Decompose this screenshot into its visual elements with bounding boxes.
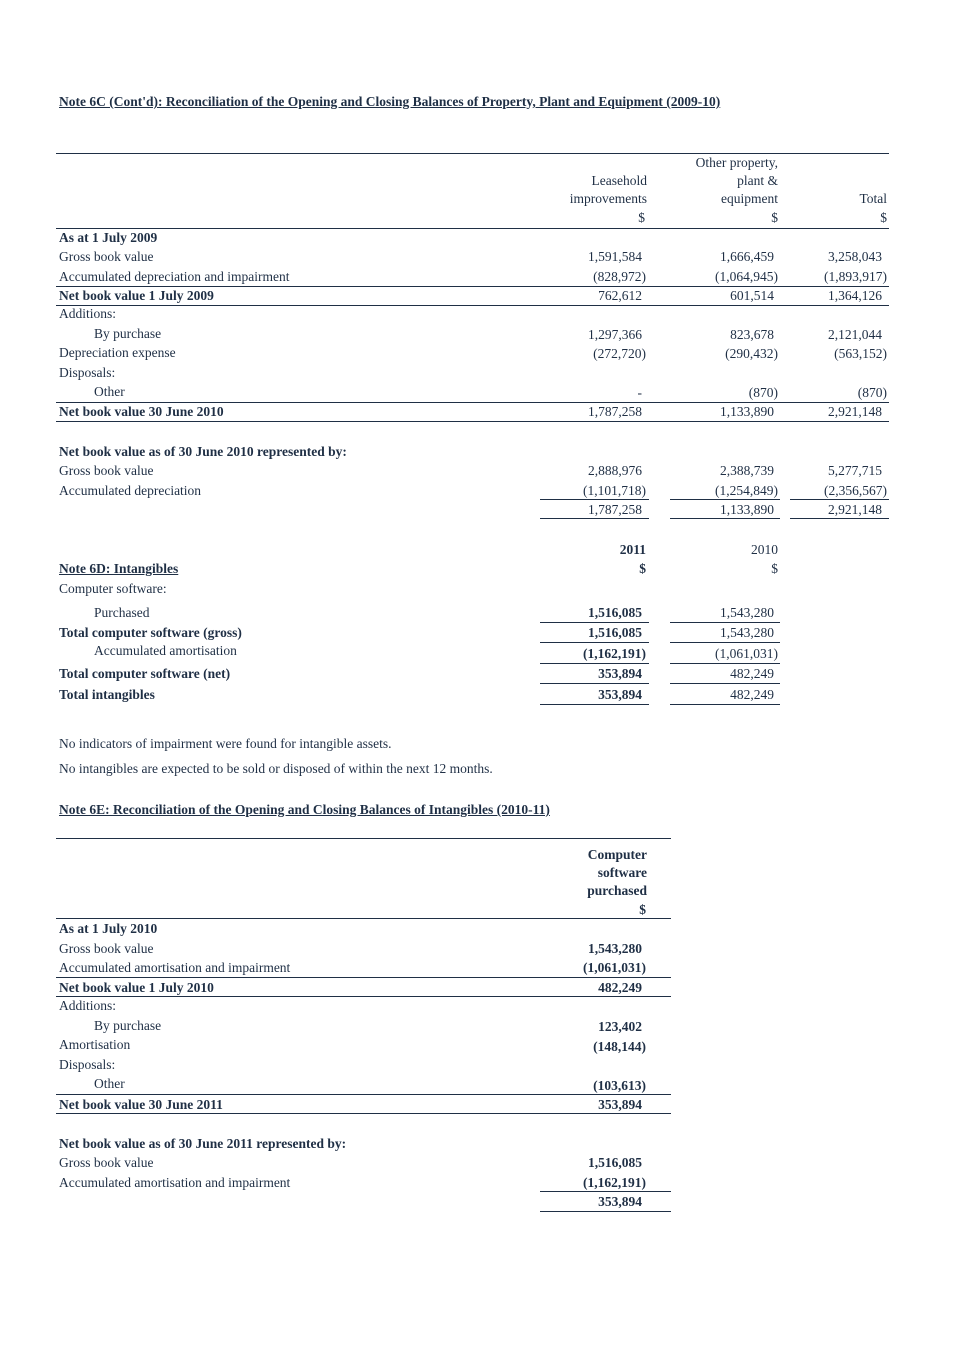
cell-total: 2,921,148	[828, 404, 882, 419]
note-6e-title: Note 6E: Reconciliation of the Opening and Closing Balances of Intangibles (2010-11)	[59, 802, 550, 817]
note-6d-title: Note 6D: Intangibles	[59, 561, 179, 576]
row-label: Net book value 1 July 2010	[59, 980, 214, 995]
rule-2010	[670, 622, 780, 623]
row-label: Net book value as of 30 June 2010 represented by:	[59, 444, 347, 459]
subtotal-rule	[56, 402, 889, 403]
col-header-l3: purchased	[587, 883, 647, 898]
col-unit-2010: $	[771, 561, 778, 576]
subtotal-rule	[56, 1094, 671, 1095]
cell-value: (1,162,191)	[583, 1175, 646, 1190]
cell-2011: 353,894	[598, 666, 642, 681]
row-label: Disposals:	[59, 1057, 116, 1072]
col-unit-2011: $	[639, 561, 646, 576]
row-label: Purchased	[94, 605, 150, 620]
cell-value: 353,894	[598, 1194, 642, 1209]
col-header-other-ppe-l0: Other property,	[695, 155, 778, 170]
row-label: Accumulated depreciation	[59, 483, 202, 498]
note-text-disposal: No intangibles are expected to be sold or disposed of within the next 12 months.	[59, 761, 493, 776]
row-label: Accumulated depreciation and impairment	[59, 269, 290, 284]
row-label: Disposals:	[59, 365, 116, 380]
subtotal-rule	[56, 286, 889, 287]
row-label: Other	[94, 384, 125, 399]
row-label: As at 1 July 2009	[59, 230, 158, 245]
cell-other-ppe: 2,388,739	[720, 463, 774, 478]
subtotal-rule-leasehold	[540, 499, 649, 500]
row-label: Accumulated amortisation and impairment	[59, 1175, 291, 1190]
col-header-leasehold-l2: improvements	[569, 191, 647, 206]
rule-2011	[540, 663, 649, 664]
col-header-other-ppe-l1: plant &	[737, 173, 778, 188]
total-rule	[56, 421, 889, 422]
cell-total: (1,893,917)	[824, 269, 887, 284]
row-label: Net book value 1 July 2009	[59, 288, 214, 303]
col-unit: $	[639, 902, 646, 917]
header-rule	[56, 228, 889, 229]
row-label: By purchase	[94, 1018, 162, 1033]
subtotal-rule	[540, 1191, 671, 1192]
cell-other-ppe: 601,514	[730, 288, 774, 303]
cell-other-ppe: 823,678	[730, 327, 774, 342]
cell-2010: 482,249	[730, 687, 774, 702]
cell-leasehold: 1,297,366	[588, 327, 642, 342]
table-top-rule	[56, 153, 889, 154]
cell-2010: 482,249	[730, 666, 774, 681]
rule-2011	[540, 622, 649, 623]
cell-value: 1,543,280	[588, 941, 642, 956]
cell-2010: 1,543,280	[720, 605, 774, 620]
row-label: Gross book value	[59, 1155, 154, 1170]
rule-2010	[670, 663, 780, 664]
total-rule	[56, 305, 889, 306]
cell-total: (2,356,567)	[824, 483, 887, 498]
col-header-l2: software	[597, 865, 647, 880]
row-label: Amortisation	[59, 1037, 131, 1052]
cell-value: (1,061,031)	[583, 960, 646, 975]
row-label: Net book value 30 June 2011	[59, 1097, 223, 1112]
row-label: Gross book value	[59, 463, 154, 478]
total-rule	[540, 1211, 671, 1212]
row-label: Gross book value	[59, 941, 154, 956]
cell-leasehold: -	[637, 385, 642, 400]
cell-2011: 1,516,085	[588, 625, 642, 640]
cell-other-ppe: (870)	[748, 385, 778, 400]
cell-2011: (1,162,191)	[583, 646, 646, 661]
row-label: Other	[94, 1076, 125, 1091]
cell-other-ppe: 1,666,459	[720, 249, 774, 264]
table-top-rule	[56, 838, 671, 839]
subtotal-rule-total	[790, 499, 889, 500]
row-label: Net book value 30 June 2010	[59, 404, 224, 419]
cell-total: 2,921,148	[828, 502, 882, 517]
cell-total: 5,277,715	[828, 463, 882, 478]
row-label: Computer software:	[59, 581, 167, 596]
cell-2010: (1,061,031)	[715, 646, 778, 661]
cell-leasehold: 1,787,258	[588, 502, 642, 517]
total-rule	[56, 1113, 671, 1114]
col-header-2010: 2010	[751, 542, 778, 557]
cell-leasehold: 1,591,584	[588, 249, 642, 264]
cell-other-ppe: (290,432)	[725, 346, 778, 361]
cell-total: (870)	[857, 385, 887, 400]
row-label: Total intangibles	[59, 687, 155, 702]
col-header-2011: 2011	[619, 542, 646, 557]
col-unit-total: $	[880, 210, 887, 225]
rule-2011	[540, 704, 649, 705]
row-label: By purchase	[94, 326, 162, 341]
total-rule	[56, 996, 671, 997]
row-label: Accumulated amortisation	[94, 643, 237, 658]
cell-leasehold: 1,787,258	[588, 404, 642, 419]
cell-leasehold: 2,888,976	[588, 463, 642, 478]
row-label: As at 1 July 2010	[59, 921, 158, 936]
rule-2011	[540, 683, 649, 684]
cell-2011: 353,894	[598, 687, 642, 702]
row-label: Total computer software (gross)	[59, 625, 242, 640]
cell-other-ppe: (1,064,945)	[715, 269, 778, 284]
cell-total: 3,258,043	[828, 249, 882, 264]
cell-leasehold: (1,101,718)	[583, 483, 646, 498]
col-unit-other-ppe: $	[771, 210, 778, 225]
row-label: Accumulated amortisation and impairment	[59, 960, 291, 975]
cell-leasehold: (272,720)	[593, 346, 646, 361]
rule-2010	[670, 642, 780, 643]
cell-total: 2,121,044	[828, 327, 882, 342]
total-rule-leasehold	[540, 518, 649, 519]
col-header-l1: Computer	[587, 847, 647, 862]
cell-value: 123,402	[598, 1019, 642, 1034]
rule-2011	[540, 642, 649, 643]
row-label: Gross book value	[59, 249, 154, 264]
col-header-leasehold-l1: Leasehold	[591, 173, 647, 188]
total-rule-total	[790, 518, 889, 519]
col-header-total: Total	[859, 191, 887, 206]
cell-other-ppe: 1,133,890	[720, 502, 774, 517]
cell-total: (563,152)	[834, 346, 887, 361]
subtotal-rule-other-ppe	[670, 499, 780, 500]
note-6c-title: Note 6C (Cont'd): Reconciliation of the Opening and Closing Balances of Property, Plant and Equipment (2009-10)	[59, 94, 721, 109]
cell-other-ppe: (1,254,849)	[715, 483, 778, 498]
cell-value: 353,894	[598, 1097, 642, 1112]
cell-2011: 1,516,085	[588, 605, 642, 620]
total-rule-other-ppe	[670, 518, 780, 519]
row-label: Total computer software (net)	[59, 666, 231, 681]
cell-leasehold: (828,972)	[593, 269, 646, 284]
note-text-impairment: No indicators of impairment were found for intangible assets.	[59, 736, 392, 751]
col-header-other-ppe-l2: equipment	[721, 191, 778, 206]
row-label: Additions:	[59, 998, 117, 1013]
header-rule	[56, 918, 671, 919]
row-label: Additions:	[59, 306, 117, 321]
col-unit-leasehold: $	[638, 210, 645, 225]
row-label: Net book value as of 30 June 2011 represented by:	[59, 1136, 347, 1151]
cell-other-ppe: 1,133,890	[720, 404, 774, 419]
rule-2010	[670, 704, 780, 705]
row-label: Depreciation expense	[59, 345, 176, 360]
rule-2010	[670, 683, 780, 684]
subtotal-rule	[56, 977, 671, 978]
cell-leasehold: 762,612	[598, 288, 642, 303]
cell-value: (103,613)	[593, 1078, 646, 1093]
cell-value: 482,249	[598, 980, 642, 995]
cell-value: (148,144)	[593, 1039, 646, 1054]
cell-2010: 1,543,280	[720, 625, 774, 640]
cell-total: 1,364,126	[828, 288, 882, 303]
cell-value: 1,516,085	[588, 1155, 642, 1170]
